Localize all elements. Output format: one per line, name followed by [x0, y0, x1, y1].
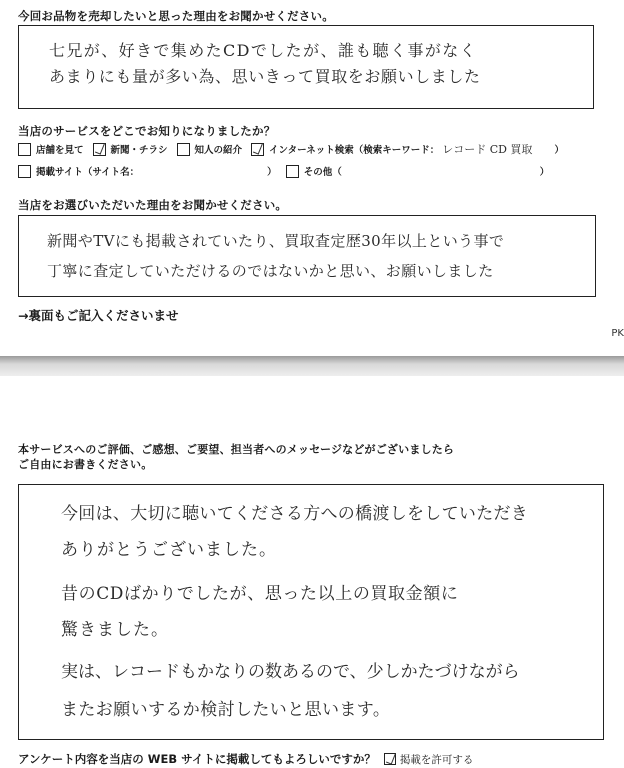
option-site[interactable]: 掲載サイト（サイト名： ）: [18, 164, 277, 178]
q3-answer-line-1: 新聞やTVにも掲載されていたり、買取査定歴30年以上という事で: [47, 232, 505, 250]
search-keyword-answer: レコード CD 買取: [442, 143, 533, 156]
option-other[interactable]: その他（ ）: [286, 164, 550, 178]
checkbox-site[interactable]: [18, 165, 31, 178]
q4-answer-box[interactable]: [18, 484, 604, 740]
web-publish-question: アンケート内容を当店の WEB サイトに掲載してもよろしいですか？ 掲載を許可する: [18, 752, 474, 766]
checkbox-other[interactable]: [286, 165, 299, 178]
checkbox-friend[interactable]: [177, 143, 190, 156]
q3-answer-box[interactable]: [18, 215, 596, 297]
option-store[interactable]: 店舗を見て: [18, 142, 84, 156]
q3-answer-line-2: 丁寧に査定していただけるのではないかと思い、お願いしました: [47, 262, 494, 280]
q1-answer-line-2: あまりにも量が多い為、思いきって買取をお願いしました: [49, 67, 481, 86]
q1-answer-line-1: 七兄が、好きで集めたCDでしたが、誰も聴く事がなく: [49, 41, 478, 60]
checkbox-permit-publish[interactable]: [384, 753, 396, 765]
page-separator: [0, 356, 624, 376]
q4-answer-line-3: 昔のCDばかりでしたが、思った以上の買取金額に: [61, 584, 459, 604]
option-newspaper[interactable]: 新聞・チラシ: [93, 142, 168, 156]
q4-question-line-2: ご自由にお書きください。: [18, 458, 153, 471]
survey-page-front: [0, 0, 624, 356]
q2-options-row-2: [18, 164, 558, 178]
page-code: PK: [611, 328, 624, 339]
checkbox-store[interactable]: [18, 143, 31, 156]
q4-question-line-1: 本サービスへのご評価、ご感想、ご要望、担当者へのメッセージなどがございましたら: [18, 443, 455, 456]
q4-answer-line-5: 実は、レコードもかなりの数あるので、少しかたづけながら: [61, 662, 520, 682]
q4-answer-line-4: 驚きました。: [61, 620, 169, 640]
checkbox-newspaper[interactable]: [93, 143, 106, 156]
q2-question: 当店のサービスをどこでお知りになりましたか？: [18, 124, 276, 138]
q1-question: 今回お品物を売却したいと思った理由をお聞かせください。: [18, 9, 334, 23]
option-friend[interactable]: 知人の紹介: [177, 142, 243, 156]
q4-answer-line-2: ありがとうございました。: [61, 540, 277, 560]
back-side-note: →裏面もご記入くださいませ: [18, 308, 179, 323]
option-internet[interactable]: インターネット検索（検索キーワード： レコード CD 買取 ）: [251, 141, 564, 157]
q3-question: 当店をお選びいただいた理由をお聞かせください。: [18, 198, 288, 212]
checkbox-internet[interactable]: [251, 143, 264, 156]
q1-answer-box[interactable]: [18, 25, 594, 109]
q2-options-row-1: [18, 141, 573, 157]
q4-answer-line-1: 今回は、大切に聴いてくださる方への橋渡しをしていただき: [61, 504, 529, 524]
survey-page-back: [0, 376, 624, 768]
permit-label: 掲載を許可する: [399, 753, 474, 766]
q4-answer-line-6: またお願いするか検討したいと思います。: [61, 700, 391, 720]
